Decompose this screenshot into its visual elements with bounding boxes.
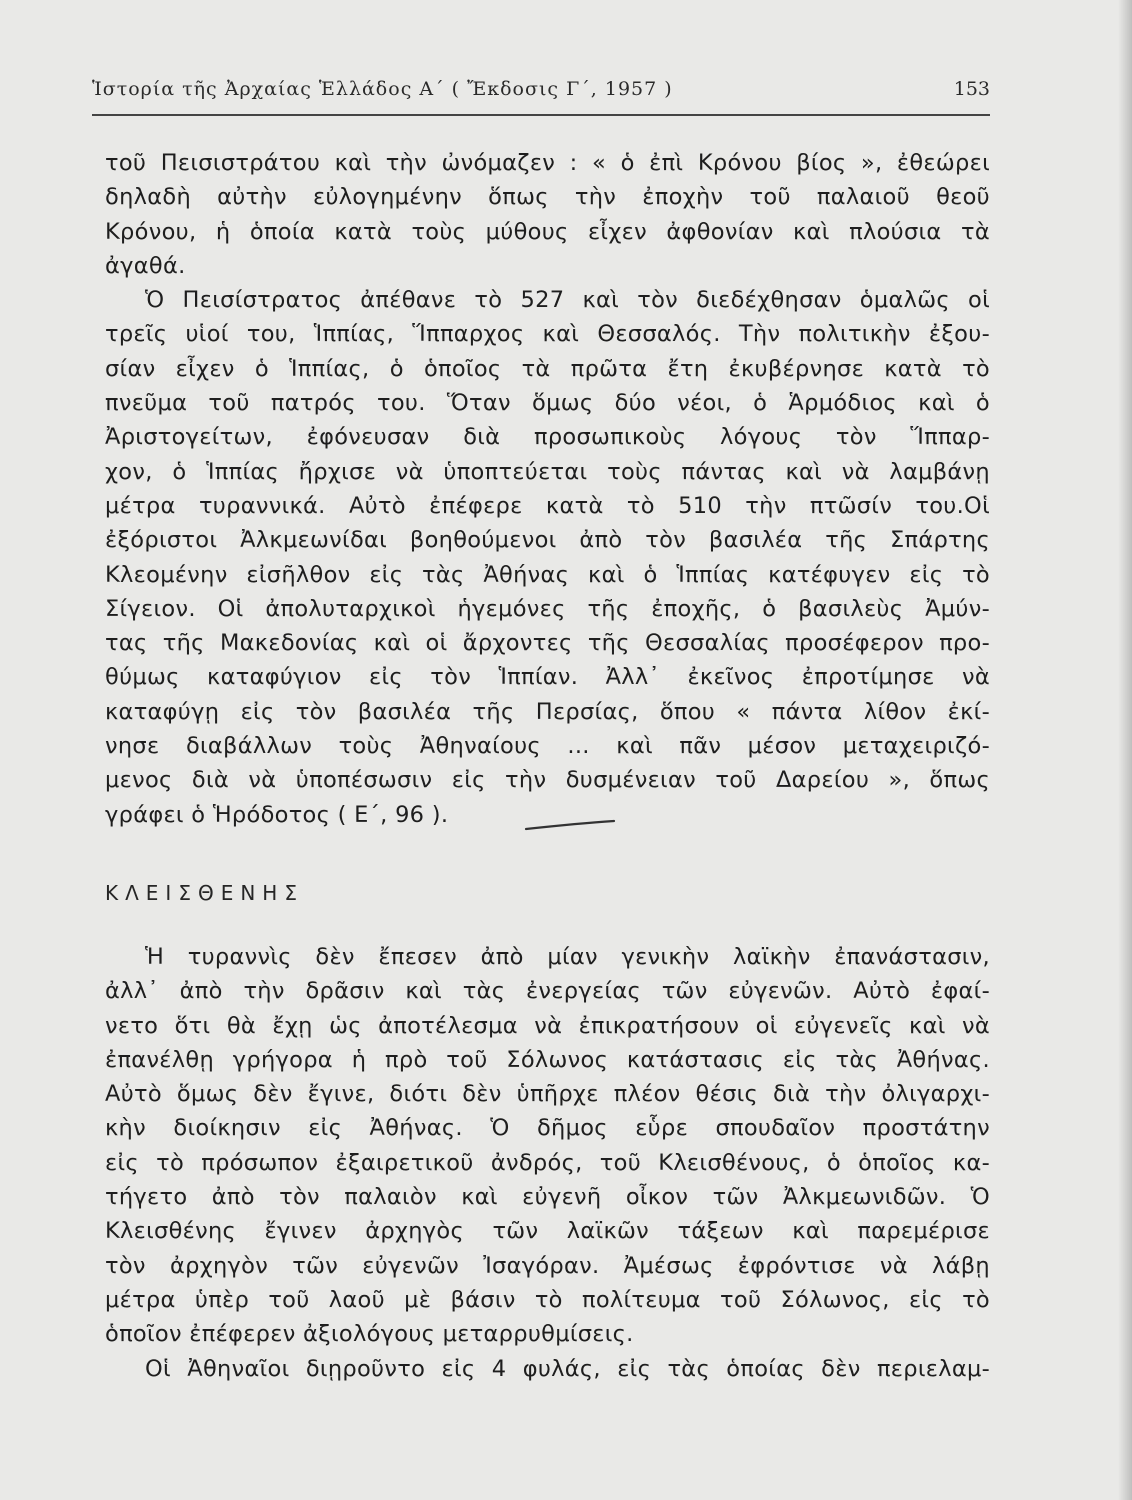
text-line: τοῦ Πεισιστράτου καὶ τὴν ὠνόμαζεν : « ὁ ἐπὶ Κρόνου βίος », ἐθεώρει bbox=[105, 150, 990, 176]
text-line: τας τῆς Μακεδονίας καὶ οἱ ἄρχοντες τῆς Θεσσαλίας προσέφερον προ- bbox=[105, 630, 990, 657]
text-line: Οἱ Ἀθηναῖοι διῃροῦντο εἰς 4 φυλάς, εἰς τὰς ὁποίας δὲν περιελαμ- bbox=[145, 1355, 990, 1382]
text-line: πνεῦμα τοῦ πατρός του. Ὅταν ὅμως δύο νέοι, ὁ Ἁρμόδιος καὶ ὁ bbox=[105, 390, 990, 417]
text-line: γράφει ὁ Ἡρόδοτος ( Ε΄, 96 ). bbox=[105, 801, 449, 828]
text-line: Κλεισθένης ἔγινεν ἀρχηγὸς τῶν λαϊκῶν τάξεων καὶ παρεμέρισε bbox=[105, 1218, 990, 1245]
section-heading: ΚΛΕΙΣΘΕΝΗΣ bbox=[105, 881, 304, 905]
running-title: Ἱστορία τῆς Ἀρχαίας Ἑλλάδος Α΄ ( Ἔκδοσις Γ΄, 1957 ) bbox=[92, 78, 673, 100]
text-line: τρεῖς υἱοί του, Ἱππίας, Ἵππαρχος καὶ Θεσσαλός. Τὴν πολιτικὴν ἐξου- bbox=[105, 321, 990, 348]
header-rule bbox=[92, 114, 990, 116]
text-line: Κλεομένην εἰσῆλθον εἰς τὰς Ἀθήνας καὶ ὁ Ἱππίας κατέφυγεν εἰς τὸ bbox=[105, 561, 990, 588]
text-line: θύμως καταφύγιον εἰς τὸν Ἱππίαν. Ἀλλ᾽ ἐκεῖνος ἐπροτίμησε νὰ bbox=[105, 664, 990, 691]
text-line: νησε διαβάλλων τοὺς Ἀθηναίους ... καὶ πᾶν μέσον μεταχειριζό- bbox=[105, 733, 990, 760]
text-line: νετο ὅτι θὰ ἔχῃ ὡς ἀποτέλεσμα νὰ ἐπικρατήσουν οἱ εὐγενεῖς καὶ νὰ bbox=[105, 1012, 990, 1039]
text-line: Ἡ τυραννὶς δὲν ἔπεσεν ἀπὸ μίαν γενικὴν λαϊκὴν ἐπανάστασιν, bbox=[145, 944, 990, 970]
text-line: τήγετο ἀπὸ τὸν παλαιὸν καὶ εὐγενῆ οἶκον τῶν Ἀλκμεωνιδῶν. Ὁ bbox=[105, 1184, 990, 1211]
text-line: χον, ὁ Ἱππίας ἤρχισε νὰ ὑποπτεύεται τοὺς πάντας καὶ νὰ λαμβάνῃ bbox=[105, 458, 990, 485]
text-line: ὁποῖον ἐπέφερεν ἀξιολόγους μεταρρυθμίσεις. bbox=[105, 1321, 634, 1348]
pen-underline-mark bbox=[524, 818, 616, 832]
text-line: μέτρα τυραννικά. Αὐτὸ ἐπέφερε κατὰ τὸ 510 τὴν πτῶσίν του.Οἱ bbox=[105, 492, 990, 519]
text-line: κὴν διοίκησιν εἰς Ἀθήνας. Ὁ δῆμος εὗρε σπουδαῖον προστάτην bbox=[105, 1115, 990, 1142]
page-header bbox=[92, 70, 992, 110]
scan-edge-shadow bbox=[1118, 0, 1132, 1500]
body-text-part-2 bbox=[105, 940, 990, 1386]
text-line: ἐπανέλθῃ γρήγορα ἡ πρὸ τοῦ Σόλωνος κατάστασις εἰς τὰς Ἀθήνας. bbox=[105, 1046, 990, 1073]
text-line: καταφύγῃ εἰς τὸν βασιλέα τῆς Περσίας, ὅπου « πάντα λίθον ἐκί- bbox=[105, 698, 990, 725]
text-line: μενος διὰ νὰ ὑποπέσωσιν εἰς τὴν δυσμένειαν τοῦ Δαρείου », ὅπως bbox=[105, 767, 990, 794]
text-line: δηλαδὴ αὐτὴν εὐλογημένην ὅπως τὴν ἐποχὴν τοῦ παλαιοῦ θεοῦ bbox=[105, 184, 990, 211]
text-line: σίαν εἶχεν ὁ Ἱππίας, ὁ ὁποῖος τὰ πρῶτα ἔτη ἐκυβέρνησε κατὰ τὸ bbox=[105, 355, 990, 382]
text-line: Ἀριστογείτων, ἐφόνευσαν διὰ προσωπικοὺς λόγους τὸν Ἵππαρ- bbox=[105, 424, 990, 451]
text-line: Κρόνου, ἡ ὁποία κατὰ τοὺς μύθους εἶχεν ἀφθονίαν καὶ πλούσια τὰ bbox=[105, 218, 990, 245]
text-line: μέτρα ὑπὲρ τοῦ λαοῦ μὲ βάσιν τὸ πολίτευμα τοῦ Σόλωνος, εἰς τὸ bbox=[105, 1286, 990, 1313]
page-number: 153 bbox=[953, 78, 990, 100]
text-line: Σίγειον. Οἱ ἀπολυταρχικοὶ ἡγεμόνες τῆς ἐποχῆς, ὁ βασιλεὺς Ἀμύν- bbox=[105, 595, 990, 622]
text-line: ἐξόριστοι Ἀλκμεωνίδαι βοηθούμενοι ἀπὸ τὸν βασιλέα τῆς Σπάρτης bbox=[105, 527, 990, 554]
text-line: ἀγαθά. bbox=[105, 252, 186, 279]
text-line: εἰς τὸ πρόσωπον ἐξαιρετικοῦ ἀνδρός, τοῦ Κλεισθένους, ὁ ὁποῖος κα- bbox=[105, 1149, 990, 1176]
text-line: Αὐτὸ ὅμως δὲν ἔγινε, διότι δὲν ὑπῆρχε πλέον θέσις διὰ τὴν ὀλιγαρχι- bbox=[105, 1081, 990, 1108]
text-line: Ὁ Πεισίστρατος ἀπέθανε τὸ 527 καὶ τὸν διεδέχθησαν ὁμαλῶς οἱ bbox=[145, 287, 990, 314]
body-text-part-1 bbox=[105, 146, 990, 832]
text-line: τὸν ἀρχηγὸν τῶν εὐγενῶν Ἰσαγόραν. Ἀμέσως ἐφρόντισε νὰ λάβῃ bbox=[105, 1252, 990, 1279]
text-line: ἀλλ᾽ ἀπὸ τὴν δρᾶσιν καὶ τὰς ἐνεργείας τῶν εὐγενῶν. Αὐτὸ ἐφαί- bbox=[105, 978, 990, 1005]
